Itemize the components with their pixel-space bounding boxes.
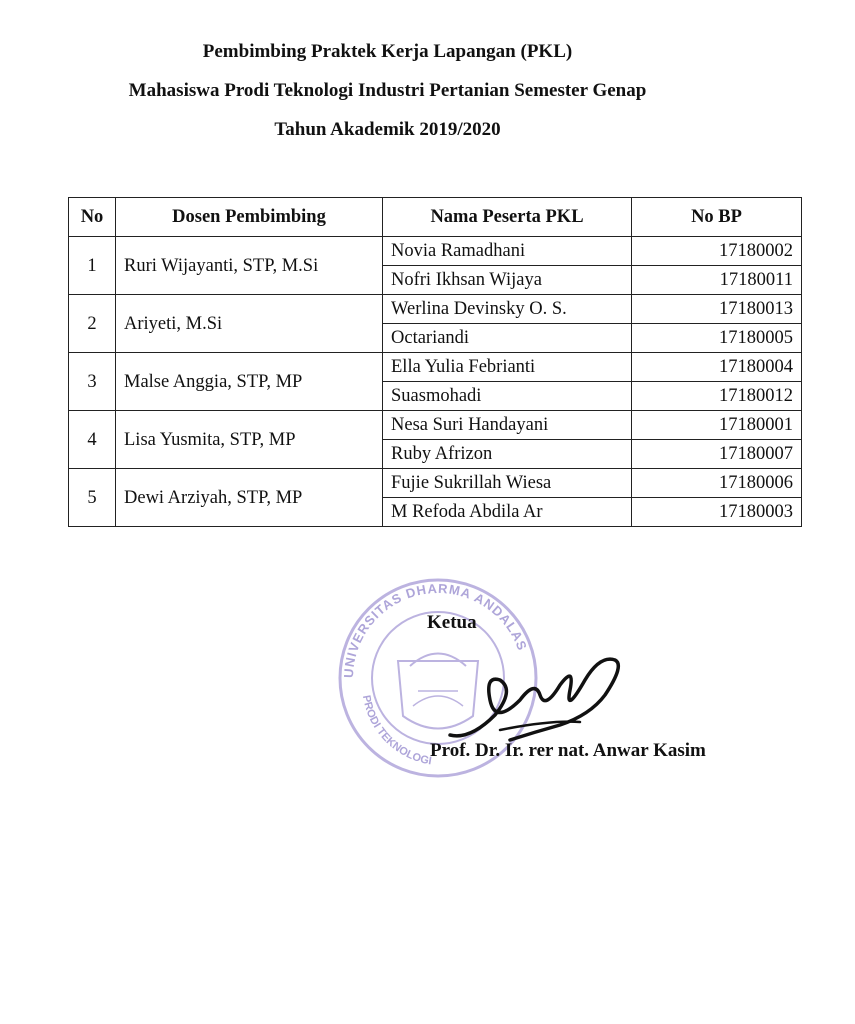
table-row — [69, 469, 802, 498]
handwritten-signature — [440, 640, 640, 750]
cell-bp: 17180001 — [632, 411, 802, 440]
cell-nama: M Refoda Abdila Ar — [383, 498, 632, 527]
table-row — [69, 295, 802, 324]
title-line-3: Tahun Akademik 2019/2020 — [274, 119, 501, 140]
cell-bp: 17180007 — [632, 440, 802, 469]
table-row — [69, 237, 802, 266]
cell-no: 5 — [69, 469, 116, 527]
cell-nama: Fujie Sukrillah Wiesa — [383, 469, 632, 498]
cell-dosen: Ariyeti, M.Si — [116, 295, 383, 353]
cell-nama: Nofri Ikhsan Wijaya — [383, 266, 632, 295]
cell-nama: Octariandi — [383, 324, 632, 353]
table-row — [69, 411, 802, 440]
column-header-no: No — [69, 198, 116, 237]
table-body — [69, 237, 802, 527]
title-line-2: Mahasiswa Prodi Teknologi Industri Pertanian Semester Genap — [128, 80, 647, 101]
cell-bp: 17180012 — [632, 382, 802, 411]
column-header-dosen: Dosen Pembimbing — [116, 198, 383, 237]
svg-text:PRODI TEKNOLOGI — [360, 694, 433, 767]
cell-no: 2 — [69, 295, 116, 353]
cell-bp: 17180003 — [632, 498, 802, 527]
signatory-name: Prof. Dr. Ir. rer nat. Anwar Kasim — [430, 740, 706, 761]
cell-no: 3 — [69, 353, 116, 411]
stamp-text-bottom: PRODI TEKNOLOGI — [359, 694, 433, 768]
column-header-bp: No BP — [632, 198, 802, 237]
cell-dosen: Ruri Wijayanti, STP, M.Si — [116, 237, 383, 295]
cell-bp: 17180005 — [632, 324, 802, 353]
table-header-row — [69, 198, 802, 237]
cell-nama: Suasmohadi — [383, 382, 632, 411]
cell-dosen: Lisa Yusmita, STP, MP — [116, 411, 383, 469]
cell-no: 4 — [69, 411, 116, 469]
cell-bp: 17180006 — [632, 469, 802, 498]
cell-bp: 17180004 — [632, 353, 802, 382]
document-title — [0, 32, 775, 149]
cell-no: 1 — [69, 237, 116, 295]
title-line-1: Pembimbing Praktek Kerja Lapangan (PKL) — [202, 41, 573, 62]
table-row — [69, 353, 802, 382]
cell-nama: Novia Ramadhani — [383, 237, 632, 266]
cell-bp: 17180011 — [632, 266, 802, 295]
column-header-nama: Nama Peserta PKL — [383, 198, 632, 237]
cell-nama: Ella Yulia Febrianti — [383, 353, 632, 382]
cell-dosen: Malse Anggia, STP, MP — [116, 353, 383, 411]
cell-nama: Nesa Suri Handayani — [383, 411, 632, 440]
cell-dosen: Dewi Arziyah, STP, MP — [116, 469, 383, 527]
cell-nama: Werlina Devinsky O. S. — [383, 295, 632, 324]
cell-bp: 17180013 — [632, 295, 802, 324]
supervisor-table — [68, 197, 802, 527]
signature-role: Ketua — [427, 612, 477, 633]
stamp-text-top: UNIVERSITAS DHARMA ANDALAS — [340, 580, 531, 679]
cell-bp: 17180002 — [632, 237, 802, 266]
cell-nama: Ruby Afrizon — [383, 440, 632, 469]
